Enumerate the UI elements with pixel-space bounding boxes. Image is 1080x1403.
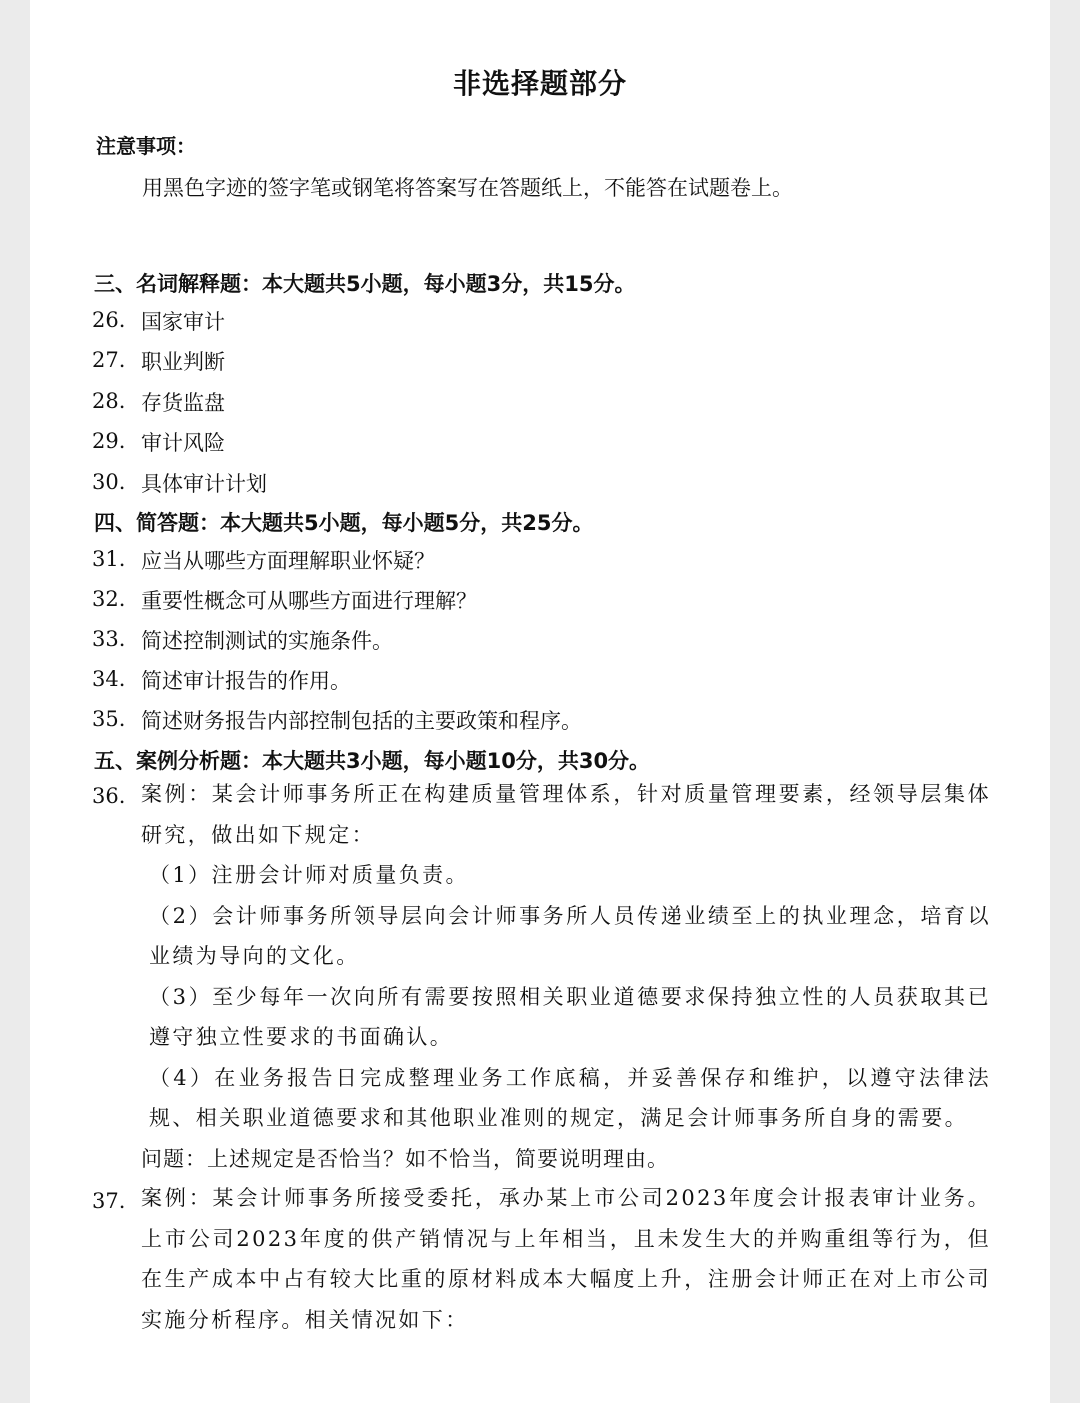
question-text: 简述财务报告内部控制包括的主要政策和程序。 [141, 709, 582, 733]
question-number: 27. [92, 348, 126, 372]
question-number: 37. [92, 1189, 126, 1213]
case-text: 案例：某会计师事务所接受委托，承办某上市公司2023年度会计报表审计业务。上市公司2023年度的供产销情况与上年相当，且未发生大的并购重组等行为，但在生产成本中占有较大比重的原材料成本大幅度上升，注册会计师正在对上市公司实施分析程序。相关情况如下： [141, 1186, 991, 1332]
case-question: 问题：上述规定是否恰当？如不恰当，简要说明理由。 [141, 1146, 669, 1171]
question-number: 36. [92, 784, 126, 808]
notice-body: 用黑色字迹的签字笔或钢笔将答案写在答题纸上，不能答在试题卷上。 [142, 176, 793, 200]
question-number: 31. [92, 547, 126, 571]
question-text: 存货监盘 [141, 391, 225, 415]
question-number: 33. [92, 627, 126, 651]
question-text: 职业判断 [141, 350, 225, 374]
case-rule: （4）在业务报告日完成整理业务工作底稿，并妥善保存和维护，以遵守法律法规、相关职业道德要求和其他职业准则的规定，满足会计师事务所自身的需要。 [149, 1065, 991, 1130]
question-number: 28. [92, 389, 126, 413]
question-text: 应当从哪些方面理解职业怀疑？ [141, 549, 435, 573]
case-rule: （3）至少每年一次向所有需要按照相关职业道德要求保持独立性的人员获取其已遵守独立性要求的书面确认。 [149, 984, 991, 1049]
question-36-body [141, 774, 991, 1179]
case-rule: （2）会计师事务所领导层向会计师事务所人员传递业绩至上的执业理念，培育以业绩为导向的文化。 [149, 903, 991, 968]
question-number: 34. [92, 667, 126, 691]
question-number: 30. [92, 470, 126, 494]
question-text: 具体审计计划 [141, 472, 267, 496]
question-number: 29. [92, 429, 126, 453]
question-number: 32. [92, 587, 126, 611]
question-number: 26. [92, 308, 126, 332]
notice-heading: 注意事项： [96, 134, 196, 158]
exam-page [30, 0, 1050, 1403]
section-5-heading: 五、案例分析题：本大题共3小题，每小题10分，共30分。 [94, 749, 651, 773]
question-text: 国家审计 [141, 310, 225, 334]
question-text: 审计风险 [141, 431, 225, 455]
section-4-heading: 四、简答题：本大题共5小题，每小题5分，共25分。 [94, 511, 594, 535]
section-3-heading: 三、名词解释题：本大题共5小题，每小题3分，共15分。 [94, 272, 636, 296]
question-text: 简述审计报告的作用。 [141, 669, 351, 693]
case-intro: 案例：某会计师事务所正在构建质量管理体系，针对质量管理要素，经领导层集体研究，做出如下规定： [141, 782, 991, 847]
question-37-body [141, 1178, 991, 1340]
case-rule: （1）注册会计师对质量负责。 [149, 863, 469, 887]
question-text: 简述控制测试的实施条件。 [141, 629, 393, 653]
question-number: 35. [92, 707, 126, 731]
page-title: 非选择题部分 [452, 67, 627, 100]
question-text: 重要性概念可从哪些方面进行理解？ [141, 589, 477, 613]
